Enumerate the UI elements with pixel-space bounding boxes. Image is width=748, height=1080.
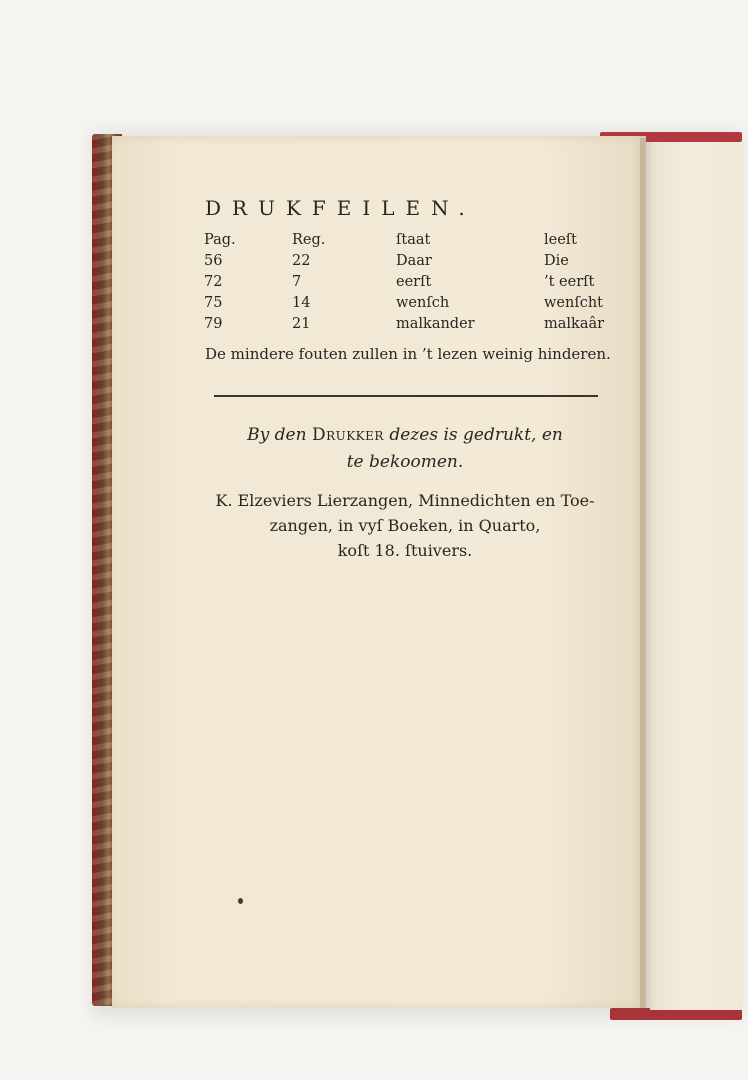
col-header-leest: leeſt <box>544 232 577 248</box>
errata-heading: DRUKFEILEN. <box>205 196 476 220</box>
horizontal-rule <box>214 395 598 397</box>
errata-page: 79 <box>204 316 223 332</box>
errata-row <box>200 253 620 274</box>
printer-notice-caps: Drukker <box>311 425 384 445</box>
errata-row <box>200 274 620 295</box>
advertisement-line2: zangen, in vyſ Boeken, in Quarto, <box>269 516 541 535</box>
errata-wrong: wenſch <box>396 295 450 311</box>
errata-header-row <box>200 232 620 253</box>
errata-page: 72 <box>204 274 223 290</box>
errata-row <box>200 316 620 337</box>
errata-table <box>200 232 620 337</box>
advertisement-line3: koſt 18. ſtuivers. <box>337 541 473 560</box>
errata-correct: malkaâr <box>544 316 605 332</box>
errata-page: 75 <box>204 295 223 311</box>
errata-correct: ’t eerſt <box>544 274 595 290</box>
right-page <box>650 142 742 1010</box>
printer-notice-line1 <box>215 422 595 449</box>
printer-notice-line2: te bekoomen. <box>346 452 464 472</box>
errata-wrong: malkander <box>396 316 475 332</box>
printer-notice-post: dezes is gedrukt, en <box>389 425 563 445</box>
col-header-reg: Reg. <box>292 232 326 248</box>
errata-correct: Die <box>544 253 569 269</box>
col-header-staat: ſtaat <box>396 232 431 248</box>
errata-wrong: Daar <box>396 253 432 269</box>
advertisement <box>200 488 610 563</box>
errata-correct: wenſcht <box>544 295 603 311</box>
show-through-text <box>230 560 620 585</box>
col-header-pag: Pag. <box>204 232 236 248</box>
errata-row <box>200 295 620 316</box>
errata-line: 22 <box>292 253 311 269</box>
printer-notice-pre: By den <box>247 425 307 445</box>
errata-line: 7 <box>292 274 302 290</box>
errata-wrong: eerſt <box>396 274 432 290</box>
ink-speck <box>238 898 243 904</box>
errata-page: 56 <box>204 253 223 269</box>
errata-note: De mindere fouten zullen in ’t lezen weinig hinderen. <box>205 345 611 363</box>
printer-notice <box>215 422 595 476</box>
errata-line: 21 <box>292 316 311 332</box>
page-gutter <box>640 138 654 1010</box>
advertisement-line1: K. Elzeviers Lierzangen, Minnedichten en Toe- <box>215 491 595 510</box>
errata-line: 14 <box>292 295 311 311</box>
